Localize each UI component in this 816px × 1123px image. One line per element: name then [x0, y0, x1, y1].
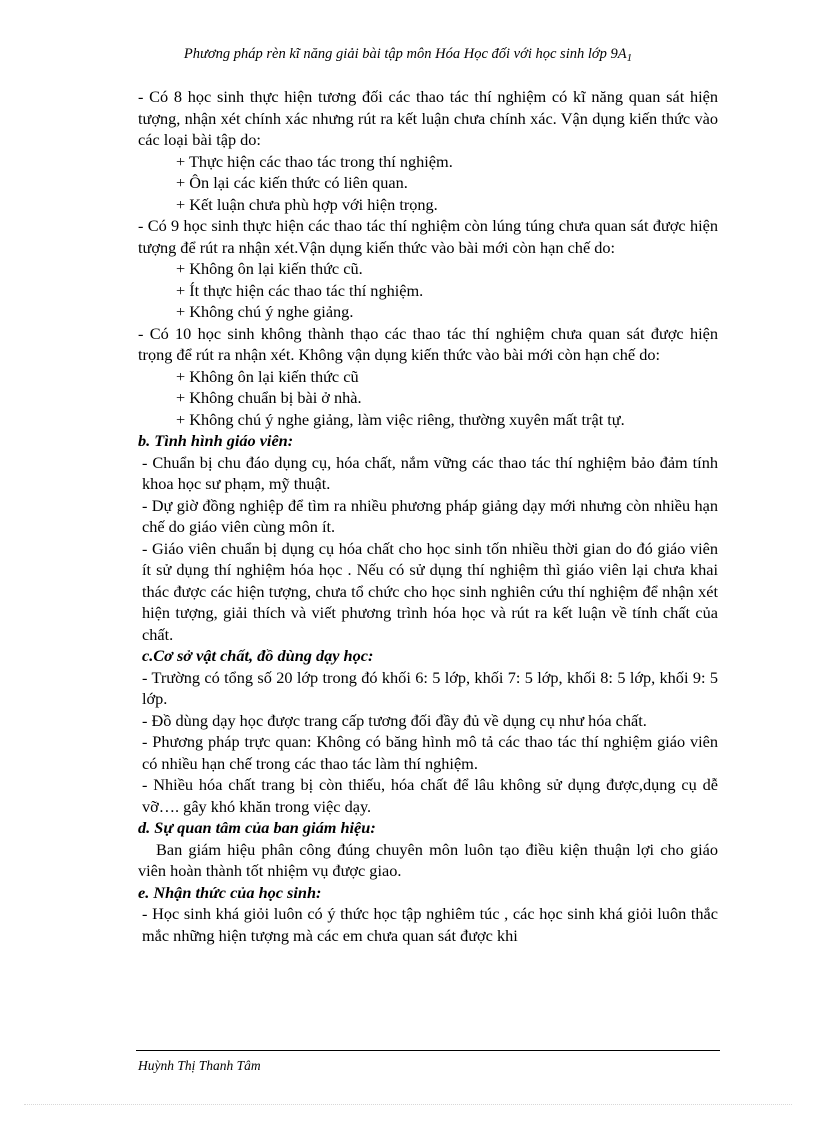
bullet-item: + Thực hiện các thao tác trong thí nghiệm. [176, 151, 453, 171]
paragraph: - Phương pháp trực quan: Không có băng hình mô tả các thao tác thí nghiệm giáo viên có nhiều hạn chế trong các thao tác làm thí nghiệm. [142, 732, 718, 773]
paragraph: - Có 10 học sinh không thành thạo các thao tác thí nghiệm chưa quan sát được hiện trọng để rút ra nhận xét. Không vận dụng kiến thức vào bài mới còn hạn chế do: [138, 323, 718, 364]
section-heading-students: e. Nhận thức của học sinh: [138, 882, 322, 902]
paragraph: - Đồ dùng dạy học được trang cấp tương đối đầy đủ về dụng cụ như hóa chất. [142, 710, 647, 730]
footer-divider [136, 1050, 720, 1051]
page-header [0, 46, 816, 64]
paragraph: - Nhiều hóa chất trang bị còn thiếu, hóa chất để lâu không sử dụng được,dụng cụ dễ vỡ…. gây khó khăn trong việc dạy. [142, 775, 718, 816]
paragraph: - Trường có tổng số 20 lớp trong đó khối 6: 5 lớp, khối 7: 5 lớp, khối 8: 5 lớp, khối 9: 5 lớp. [142, 667, 718, 708]
document-body [138, 86, 718, 946]
paragraph: - Dự giờ đồng nghiệp để tìm ra nhiều phương pháp giảng dạy mới nhưng còn nhiều hạn chế do giáo viên cùng môn ít. [142, 495, 718, 536]
bullet-item: + Ít thực hiện các thao tác thí nghiệm. [176, 280, 424, 300]
bullet-item: + Không ôn lại kiến thức cũ. [176, 259, 363, 278]
bullet-item: + Không chú ý nghe giảng. [176, 302, 354, 321]
page-edge-divider [24, 1104, 792, 1105]
section-heading-facilities: c.Cơ sở vật chất, đồ dùng dạy học: [142, 646, 374, 665]
paragraph: - Giáo viên chuẩn bị dụng cụ hóa chất cho học sinh tốn nhiều thời gian do đó giáo viên ít sử dụng thí nghiệm hóa học . Nếu có sử dụng thí nghiệm thì giáo viên lại chưa khai thác được các hiện tượng, chưa tổ chức cho học sinh nghiên cứu thí nghiệm để nhận xét hiện tượng, giải thích và viết phương trình hóa học và rút ra kết luận về tính chất của chất. [142, 538, 718, 644]
bullet-item: + Không ôn lại kiến thức cũ [176, 366, 359, 386]
header-title: Phương pháp rèn kĩ năng giải bài tập môn Hóa Học đối với học sinh lớp 9A [183, 46, 627, 62]
paragraph: Ban giám hiệu phân công đúng chuyên môn luôn tạo điều kiện thuận lợi cho giáo viên hoàn thành tốt nhiệm vụ được giao. [138, 839, 718, 880]
paragraph: - Có 8 học sinh thực hiện tương đối các thao tác thí nghiệm có kĩ năng quan sát hiện tượng, nhận xét chính xác nhưng rút ra kết luận chưa chính xác. Vận dụng kiến thức vào các loại bài tập do: [138, 87, 718, 149]
bullet-item: + Không chuẩn bị bài ở nhà. [176, 388, 362, 407]
section-heading-management: d. Sự quan tâm của ban giám hiệu: [138, 818, 376, 837]
bullet-item: + Kết luận chưa phù hợp với hiện trọng. [176, 194, 438, 214]
bullet-item: + Ôn lại các kiến thức có liên quan. [176, 173, 408, 192]
footer-author: Huỳnh Thị Thanh Tâm [138, 1058, 261, 1073]
paragraph: - Chuẩn bị chu đáo dụng cụ, hóa chất, nắm vững các thao tác thí nghiệm bảo đảm tính khoa học sư phạm, mỹ thuật. [142, 452, 718, 493]
bullet-item: + Không chú ý nghe giảng, làm việc riêng, thường xuyên mất trật tự. [176, 409, 625, 429]
section-heading-teacher: b. Tình hình giáo viên: [138, 431, 294, 450]
header-subscript: 1 [626, 52, 633, 64]
paragraph: - Học sinh khá giỏi luôn có ý thức học tập nghiêm túc , các học sinh khá giỏi luôn thắc mắc những hiện tượng mà các em chưa quan sát được khi [142, 904, 718, 945]
paragraph: - Có 9 học sinh thực hiện các thao tác thí nghiệm còn lúng túng chưa quan sát được hiện tượng để rút ra nhận xét.Vận dụng kiến thức vào bài mới còn hạn chế do: [138, 216, 718, 257]
